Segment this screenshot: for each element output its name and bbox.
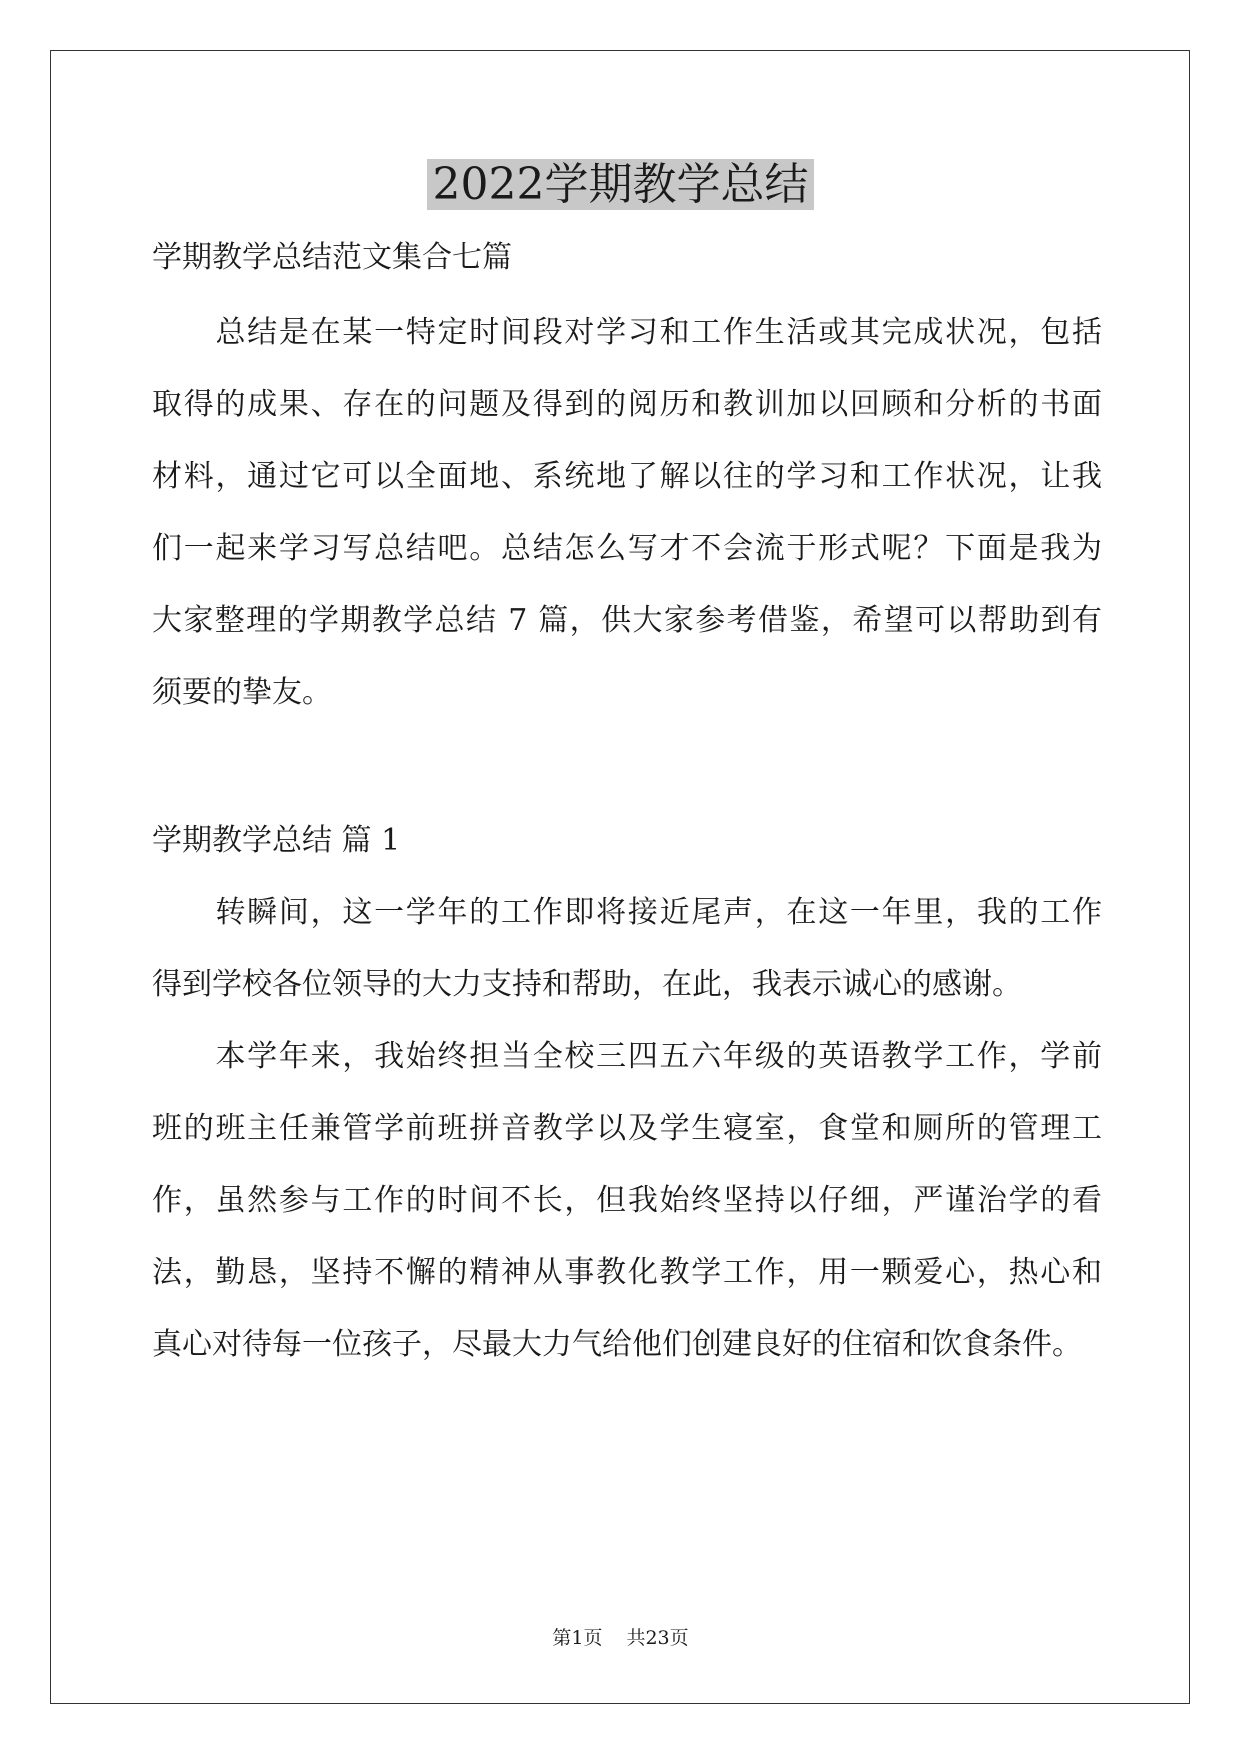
intro-line: 须要的挚友。 — [152, 675, 332, 710]
body-line: 真心对待每一位孩子，尽最大力气给他们创建良好的住宿和饮食条件。 — [152, 1327, 1082, 1362]
intro-line: 总结是在某一特定时间段对学习和工作生活或其完成状况，包括 — [152, 315, 1102, 350]
body-line: 作，虽然参与工作的时间不长，但我始终坚持以仔细，严谨治学的看 — [152, 1183, 1102, 1218]
body-line: 本学年来，我始终担当全校三四五六年级的英语教学工作，学前 — [152, 1039, 1102, 1074]
section-heading: 学期教学总结 篇 1 — [152, 823, 401, 858]
document-subtitle: 学期教学总结范文集合七篇 — [152, 240, 512, 275]
document-title-text: 2022学期教学总结 — [427, 159, 815, 210]
body-line: 班的班主任兼管学前班拼音教学以及学生寝室，食堂和厕所的管理工 — [152, 1111, 1102, 1146]
body-line: 法，勤恳，坚持不懈的精神从事教化教学工作，用一颗爱心，热心和 — [152, 1255, 1102, 1290]
intro-line: 大家整理的学期教学总结 7 篇，供大家参考借鉴，希望可以帮助到有 — [152, 603, 1102, 638]
page-border — [50, 50, 1190, 1704]
intro-line: 们一起来学习写总结吧。总结怎么写才不会流于形式呢？下面是我为 — [152, 531, 1102, 566]
body-line: 转瞬间，这一学年的工作即将接近尾声，在这一年里，我的工作 — [152, 895, 1102, 930]
page-total: 共23页 — [626, 1627, 689, 1649]
page-number: 第1页 — [552, 1627, 603, 1649]
intro-line: 取得的成果、存在的问题及得到的阅历和教训加以回顾和分析的书面 — [152, 387, 1102, 422]
page-footer — [0, 1624, 1241, 1652]
intro-line: 材料，通过它可以全面地、系统地了解以往的学习和工作状况，让我 — [152, 459, 1102, 494]
body-line: 得到学校各位领导的大力支持和帮助，在此，我表示诚心的感谢。 — [152, 967, 1022, 1002]
document-title — [0, 150, 1241, 220]
